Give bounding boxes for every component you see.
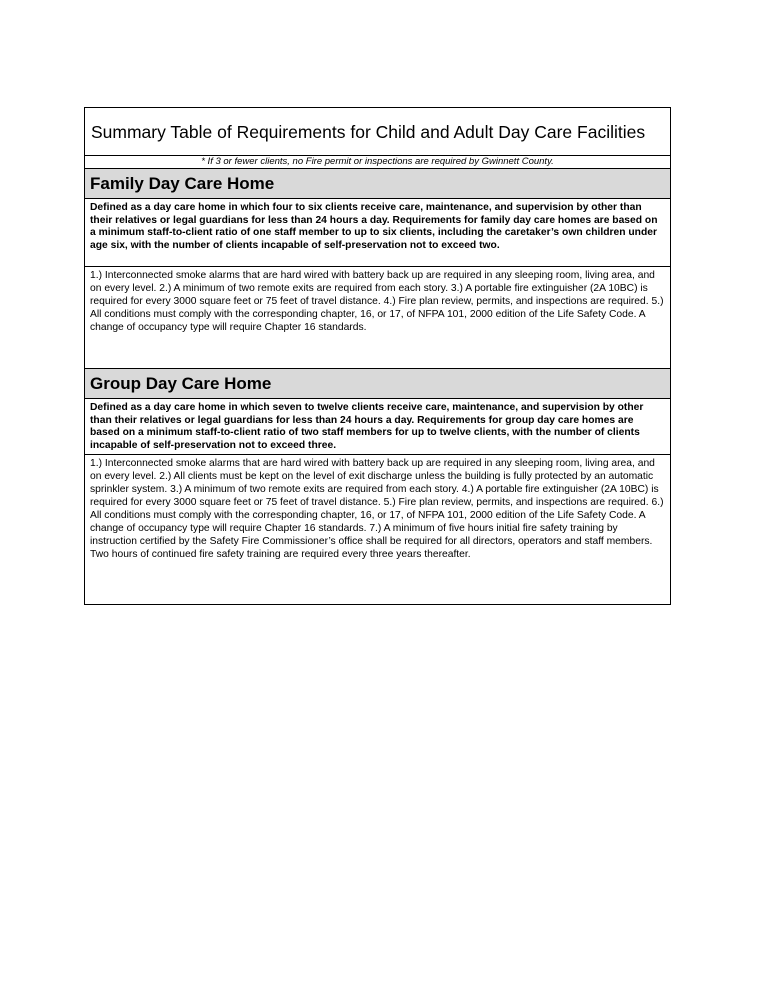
section-requirements: 1.) Interconnected smoke alarms that are hard wired with battery back up are required in any sleeping room, living area, and on every level. 2.) A minimum of two remote exits are required from each story. 3.) A portable fire extinguisher (2A 10BC) is required for every 3000 square feet or 75 feet of travel distance. 4.) Fire plan review, permits, and inspections are required. 5.) All conditions must comply with the corresponding chapter, 16, or 17, of NFPA 101, 2000 edition of the Life Safety Code. A change of occupancy type will require Chapter 16 standards. — [85, 267, 670, 369]
section-requirements: 1.) Interconnected smoke alarms that are hard wired with battery back up are required in any sleeping room, living area, and on every level. 2.) All clients must be kept on the level of exit discharge unless the building is fully protected by an automatic sprinkler system. 3.) A minimum of two remote exits are required from each story. 4.) A portable fire extinguisher (2A 10BC) is required for every 3000 square feet or 75 feet of travel distance. 5.) Fire plan review, permits, and inspections are required. 6.) All conditions must comply with the corresponding chapter, 16, or 17, of NFPA 101, 2000 edition of the Life Safety Code. A change of occupancy type will require Chapter 16 standards. 7.) A minimum of five hours initial fire safety training by instruction certified by the Safety Fire Commissioner’s office shall be required for all directors, operators and staff members. Two hours of continued fire safety training are required every three years thereafter. — [90, 458, 664, 560]
exemption-note: * If 3 or fewer clients, no Fire permit or inspections are required by Gwinnett County. — [85, 156, 670, 169]
section-definition: Defined as a day care home in which seven to twelve clients receive care, maintenance, and supervision by other than their relatives or legal guardians for less than 24 hours a day. Requirements for group day care homes are based on a minimum staff-to-client ratio of two staff members for up to twelve clients, with the number of clients incapable of self-preservation not to exceed three. — [85, 399, 670, 455]
document-title: Summary Table of Requirements for Child and Adult Day Care Facilities — [85, 108, 670, 156]
section-family-day-care-home — [85, 169, 670, 369]
section-definition: Defined as a day care home in which four to six clients receive care, maintenance, and supervision by other than their relatives or legal guardians for less than 24 hours a day. Requirements for family day care homes are based on a minimum staff-to-client ratio of one staff member to up to six clients, including the caretaker’s own children under age six, with the number of clients incapable of self-preservation not to exceed two. — [85, 199, 670, 267]
section-group-day-care-home — [85, 369, 670, 604]
requirements-table — [84, 107, 671, 605]
section-heading: Group Day Care Home — [85, 369, 670, 399]
section-heading: Family Day Care Home — [85, 169, 670, 199]
